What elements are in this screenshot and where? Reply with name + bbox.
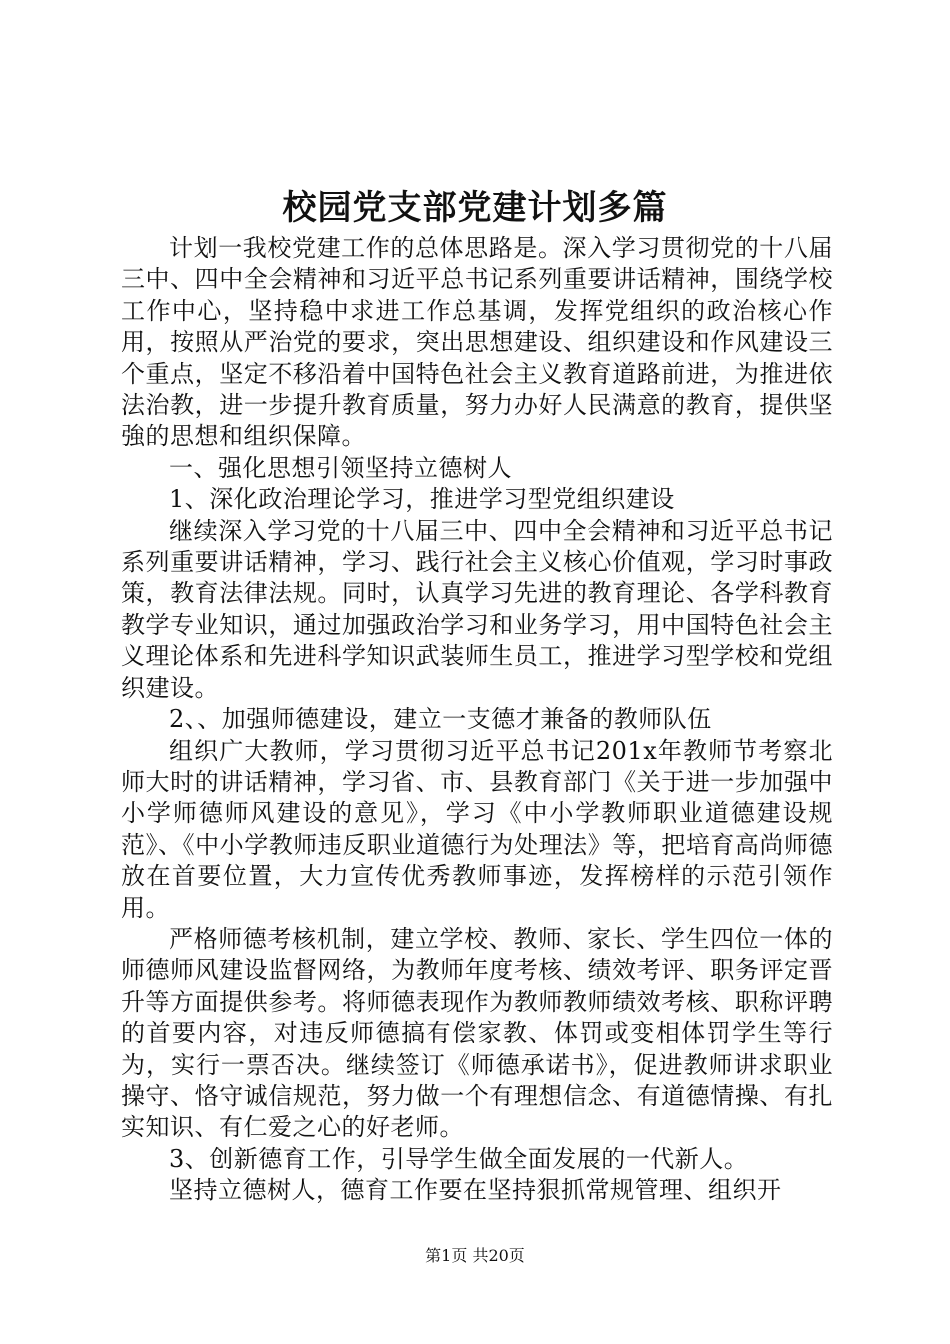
paragraph-intro: 计划一我校党建工作的总体思路是。深入学习贯彻党的十八届三中、四中全会精神和习近平总书记系列重要讲话精神，围绕学校工作中心，坚持稳中求进工作总基调，发挥党组织的政治核心作用，按照从严治党的要求，突出思想建设、组织建设和作风建设三个重点，坚定不移沿着中国特色社会主义教育道路前进，为推进依法治教，进一步提升教育质量，努力办好人民满意的教育，提供坚強的思想和组织保障。 <box>121 234 833 451</box>
paragraph-assessment: 严格师德考核机制，建立学校、教师、家长、学生四位一体的师德师风建设监督网络，为教师年度考核、绩效考评、职务评定晋升等方面提供参考。将师德表现作为教师教师绩效考核、职称评聘的首要内容，对违反师德搞有偿家教、体罚或变相体罚学生等行为，实行一票否决。继续签订《师德承诺书》，促进教师讲求职业操守、恪守诚信规范，努力做一个有理想信念、有道德情操、有扎实知识、有仁爱之心的好老师。 <box>121 924 833 1142</box>
subsection-heading-2: 2、、加强师德建设，建立一支德才兼备的教师队伍 <box>169 705 712 734</box>
subsection-heading-1: 1、深化政治理论学习，推进学习型党组织建设 <box>169 485 675 514</box>
paragraph-study: 继续深入学习党的十八届三中、四中全会精神和习近平总书记系列重要讲话精神，学习、践行社会主义核心价值观，学习时事政策，教育法律法规。同时，认真学习先进的教育理论、各学科教育教学专业知识，通过加强政治学习和业务学习，用中国特色社会主义理论体系和先进科学知识武装师生员工，推进学习型学校和党组织建设。 <box>121 516 833 702</box>
paragraph-teacher-ethics: 组织广大教师，学习贯彻习近平总书记201x年教师节考察北师大时的讲话精神，学习省、市、县教育部门《关于进一步加强中小学师德师风建设的意见》，学习《中小学教师职业道德建设规范》、《中小学教师违反职业道德行为处理法》等，把培育高尚师德放在首要位置，大力宣传优秀教师事迹，发挥榜样的示范引领作用。 <box>121 736 833 922</box>
document-title: 校园党支部党建计划多篇 <box>282 188 668 228</box>
section-heading-1: 一、强化思想引领坚持立德树人 <box>169 453 512 482</box>
document-body <box>121 233 833 1207</box>
page-footer: 第1页 共20页 <box>425 1246 525 1265</box>
paragraph-moral-education: 坚持立德树人，德育工作要在坚持狠抓常规管理、组织开 <box>169 1176 782 1205</box>
subsection-heading-3: 3、创新德育工作，引导学生做全面发展的一代新人。 <box>169 1144 749 1173</box>
